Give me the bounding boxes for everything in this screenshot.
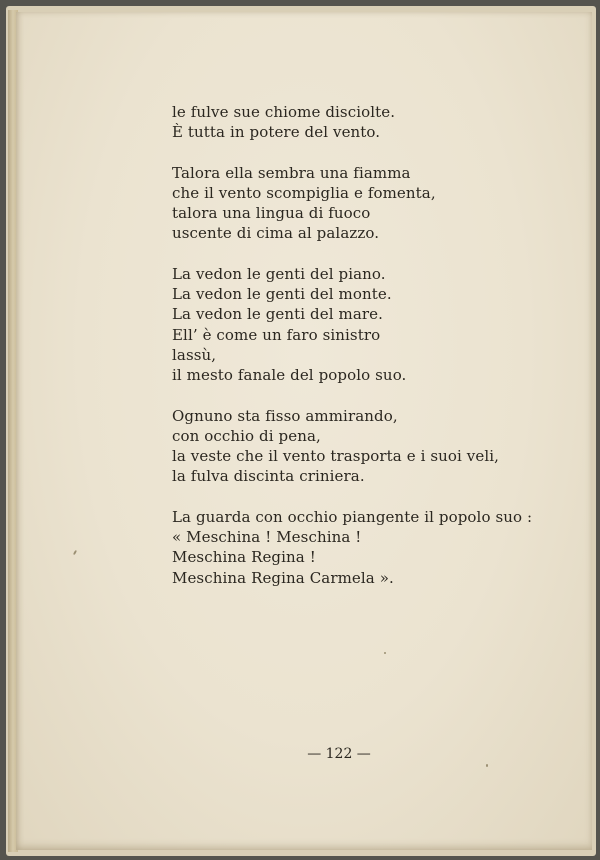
poem-line: È tutta in potere del vento.: [172, 123, 381, 142]
poem-line: che il vento scompiglia e fomenta,: [172, 183, 436, 202]
poem-line: La guarda con occhio piangente il popolo suo :: [172, 507, 533, 526]
poem-line: Ell’ è come un faro sinistro: [172, 325, 381, 344]
stanza-1: [172, 102, 572, 143]
poem-line: la veste che il vento trasporta e i suoi veli,: [172, 447, 499, 466]
poem-text: [172, 102, 572, 588]
poem-line: Talora ella sembra una fiamma: [172, 163, 411, 182]
poem-line: talora una lingua di fuoco: [172, 204, 371, 223]
poem-line: Meschina Regina Carmela ».: [172, 568, 394, 587]
poem-line: La vedon le genti del monte.: [172, 285, 392, 304]
poem-line: La vedon le genti del piano.: [172, 264, 386, 283]
poem-line: il mesto fanale del popolo suo.: [172, 366, 407, 385]
paper-speck: [486, 764, 488, 767]
poem-line: La vedon le genti del mare.: [172, 305, 383, 324]
poem-line: Meschina Regina !: [172, 548, 316, 567]
poem-line: le fulve sue chiome disciolte.: [172, 103, 396, 121]
stanza-4: [172, 406, 572, 487]
paper-speck: [384, 652, 386, 654]
page-number: — 122 —: [307, 746, 371, 762]
stanza-3: [172, 264, 572, 386]
poem-line: « Meschina ! Meschina !: [172, 528, 362, 547]
paper-speck: [73, 550, 77, 555]
poem-line: con occhio di pena,: [172, 426, 321, 445]
stanza-2: [172, 163, 572, 244]
poem-line: la fulva discinta criniera.: [172, 467, 365, 486]
poem-line: Ognuno sta fisso ammirando,: [172, 406, 398, 425]
poem-line: uscente di cima al palazzo.: [172, 224, 380, 243]
poem-line: lassù,: [172, 345, 217, 364]
stanza-5: [172, 507, 572, 588]
